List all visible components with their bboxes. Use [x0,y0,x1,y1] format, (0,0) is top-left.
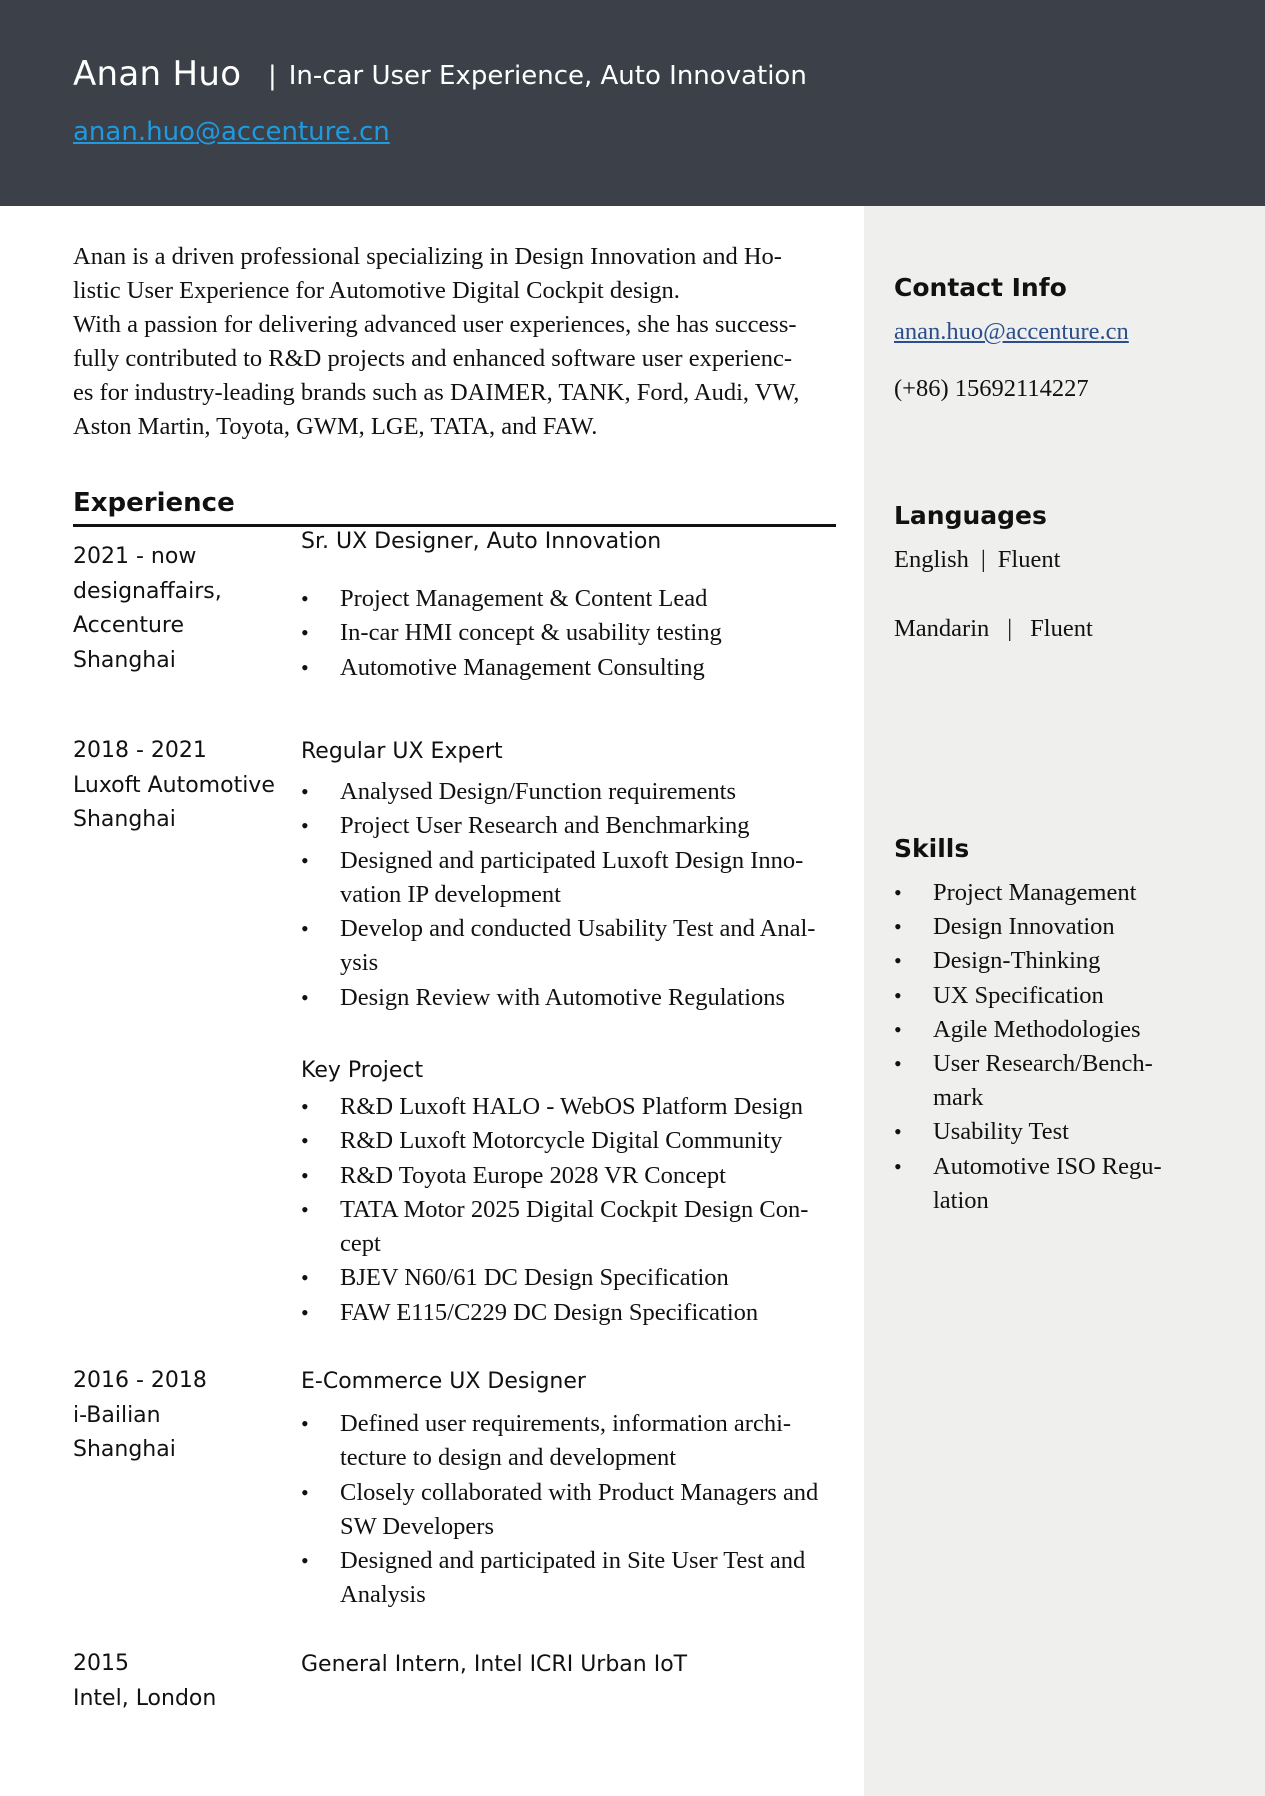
language-separator: | [1007,615,1013,642]
job-period: 2018 - 2021 [73,738,207,763]
job-bullets [301,775,841,1015]
job-bullets [301,1407,841,1613]
experience-divider [73,524,836,527]
language-level: Fluent [1030,615,1093,642]
person-name: Anan Huo [73,54,242,94]
list-item: • Project Management & Content Lead [301,582,841,616]
languages-heading: Languages [894,501,1047,530]
header-banner [0,0,1265,206]
list-item: • Develop and conducted Usability Test and Anal- ysis [301,912,841,981]
list-item: • Designed and participated Luxoft Design Inno- vation IP development [301,844,841,913]
job-meta [73,734,293,838]
contact-phone: (+86) 15692114227 [894,375,1089,402]
list-item: • BJEV N60/61 DC Design Specification [301,1261,841,1295]
list-item: • FAW E115/C229 DC Design Specification [301,1296,841,1330]
job-location: Shanghai [73,647,176,673]
job-meta [73,1647,293,1716]
job-meta [73,1364,293,1468]
list-item: • TATA Motor 2025 Digital Cockpit Design Con- cept [301,1193,841,1262]
language-name: Mandarin [894,615,990,642]
list-item: • Defined user requirements, information archi- tecture to design and development [301,1407,841,1476]
summary-line: Anan is a driven professional specializing in Design Innovation and Ho- [73,243,782,270]
list-item: • R&D Toyota Europe 2028 VR Concept [301,1159,841,1193]
contact-heading: Contact Info [894,273,1067,302]
job-title: General Intern, Intel ICRI Urban IoT [301,1652,688,1677]
job-period: 2016 - 2018 [73,1368,207,1393]
skills-list [894,876,1194,1218]
list-item: • Project User Research and Benchmarking [301,809,841,843]
role-separator: | [268,61,277,91]
contact-email-link[interactable]: anan.huo@accenture.cn [894,318,1129,345]
job-title: Sr. UX Designer, Auto Innovation [301,529,662,554]
job-location: Shanghai [73,807,176,832]
job-company: Luxoft Automotive [73,772,275,798]
summary-line: listic User Experience for Automotive Digital Cockpit design. [73,277,680,304]
job-bullets [301,582,841,685]
job-company: Accenture [73,613,184,638]
list-item: • R&D Luxoft Motorcycle Digital Community [301,1124,841,1158]
summary-line: With a passion for delivering advanced user experiences, she has success- [73,311,797,338]
summary-line: es for industry-leading brands such as DAIMER, TANK, Ford, Audi, VW, [73,379,800,406]
experience-heading: Experience [73,488,235,518]
job-meta [73,540,293,678]
list-item: • In-car HMI concept & usability testing [301,616,841,650]
summary-line: Aston Martin, Toyota, GWM, LGE, TATA, and FAW. [73,413,598,440]
job-location: Shanghai [73,1437,176,1462]
job-company: Intel, London [73,1685,217,1711]
header-email-link[interactable]: anan.huo@accenture.cn [73,117,390,147]
language-level: Fluent [997,546,1061,573]
list-item: • Design Innovation [894,910,1194,944]
language-row [894,546,1060,574]
job-role [268,61,807,91]
list-item: • Usability Test [894,1115,1194,1149]
language-separator: | [980,546,986,573]
job-company: i-Bailian [73,1402,161,1428]
skills-heading: Skills [894,834,970,863]
list-item: • Design-Thinking [894,944,1194,978]
list-item: • Designed and participated in Site User Test and Analysis [301,1544,841,1613]
job-period: 2015 [73,1651,129,1676]
list-item: • User Research/Bench- mark [894,1047,1194,1115]
list-item: • UX Specification [894,979,1194,1013]
language-row [894,615,1093,643]
job-period: 2021 - now [73,544,197,569]
list-item: • Closely collaborated with Product Managers and SW Developers [301,1476,841,1545]
list-item: • Automotive Management Consulting [301,651,841,685]
key-project-list [301,1090,841,1330]
key-project-heading: Key Project [301,1058,424,1083]
job-title: Regular UX Expert [301,739,503,764]
list-item: • Automotive ISO Regu- lation [894,1150,1194,1218]
language-name: English [894,546,969,573]
job-company: designaffairs, [73,578,222,604]
list-item: • Analysed Design/Function requirements [301,775,841,809]
job-title: E-Commerce UX Designer [301,1369,586,1394]
list-item: • R&D Luxoft HALO - WebOS Platform Design [301,1090,841,1124]
list-item: • Agile Methodologies [894,1013,1194,1047]
summary-line: fully contributed to R&D projects and enhanced software user experienc- [73,345,793,372]
profile-summary [73,240,843,444]
list-item: • Design Review with Automotive Regulations [301,981,841,1015]
role-text: In-car User Experience, Auto Innovation [288,61,807,91]
list-item: • Project Management [894,876,1194,910]
